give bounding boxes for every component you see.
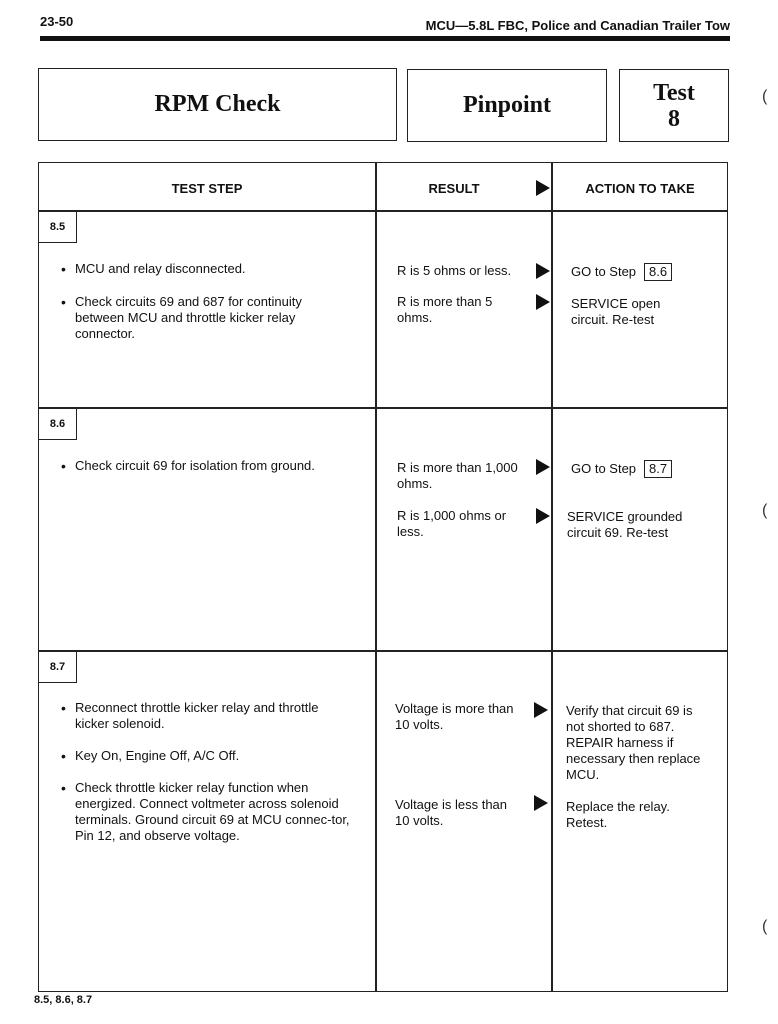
result-text: R is more than 5 ohms.: [397, 294, 493, 325]
header-action: ACTION TO TAKE: [585, 181, 695, 196]
step-bullet: • Reconnect throttle kicker relay and throttle kicker solenoid.: [75, 700, 355, 732]
action-text: Replace the relay. Retest.: [566, 799, 670, 830]
arrow-icon: [536, 294, 550, 310]
test-number-box: [619, 69, 729, 142]
action-label: GO to Step: [571, 461, 637, 476]
row-divider: [39, 210, 727, 212]
margin-mark: (: [762, 918, 768, 935]
step-reference[interactable]: 8.7: [644, 460, 672, 478]
step-bullet: • MCU and relay disconnected.: [75, 261, 365, 277]
pinpoint-label: Pinpoint: [462, 92, 552, 118]
action-label: GO to Step: [571, 264, 637, 279]
action-text: [571, 460, 721, 478]
step-number: 8.7: [39, 651, 77, 683]
page-number: 23-50: [40, 14, 74, 29]
step-number: 8.5: [39, 211, 77, 243]
header-rule: [40, 36, 730, 41]
test-title: RPM Check: [154, 91, 281, 117]
row-divider: [39, 407, 727, 409]
row-divider: [39, 650, 727, 652]
test-title-box: [38, 68, 397, 141]
arrow-icon: [536, 459, 550, 475]
result-text: Voltage is less than 10 volts.: [395, 797, 508, 828]
result-text: Voltage is more than 10 volts.: [395, 701, 514, 732]
result-text: R is 5 ohms or less.: [397, 263, 512, 278]
step-bullet: • Key On, Engine Off, A/C Off.: [75, 748, 355, 764]
arrow-icon: [534, 795, 548, 811]
header-result: RESULT: [428, 181, 480, 196]
margin-mark: (: [762, 88, 768, 105]
margin-mark: (: [762, 502, 768, 519]
arrow-icon: [536, 508, 550, 524]
header-test-step: TEST STEP: [171, 181, 243, 196]
action-text: SERVICE open circuit. Re-test: [571, 296, 661, 327]
column-divider: [375, 163, 377, 991]
arrow-icon: [536, 263, 550, 279]
step-bullet: • Check circuits 69 and 687 for continuity between MCU and throttle kicker relay connector.: [75, 294, 335, 342]
result-text: R is 1,000 ohms or less.: [397, 508, 507, 539]
step-bullet: • Check throttle kicker relay function when energized. Connect voltmeter across solenoid terminals. Ground circuit 69 at MCU connec-tor, Pin 12, and observe voltage.: [75, 780, 365, 844]
result-text: R is more than 1,000 ohms.: [397, 460, 518, 491]
pinpoint-box: [407, 69, 607, 142]
action-text: [571, 263, 721, 281]
test-label: Test: [653, 79, 695, 106]
step-number: 8.6: [39, 408, 77, 440]
step-bullet: • Check circuit 69 for isolation from ground.: [75, 458, 365, 474]
action-text: Verify that circuit 69 is not shorted to 687. REPAIR harness if necessary then replace MCU.: [566, 703, 701, 782]
step-reference[interactable]: 8.6: [644, 263, 672, 281]
pinpoint-table: [38, 162, 728, 992]
arrow-icon: [534, 702, 548, 718]
column-divider: [551, 163, 553, 991]
footer-step-list: 8.5, 8.6, 8.7: [34, 994, 93, 1006]
action-text: SERVICE grounded circuit 69. Re-test: [567, 509, 683, 540]
section-title: MCU—5.8L FBC, Police and Canadian Trailer Tow: [425, 18, 730, 33]
test-number: 8: [668, 105, 680, 132]
arrow-icon: [536, 180, 550, 196]
